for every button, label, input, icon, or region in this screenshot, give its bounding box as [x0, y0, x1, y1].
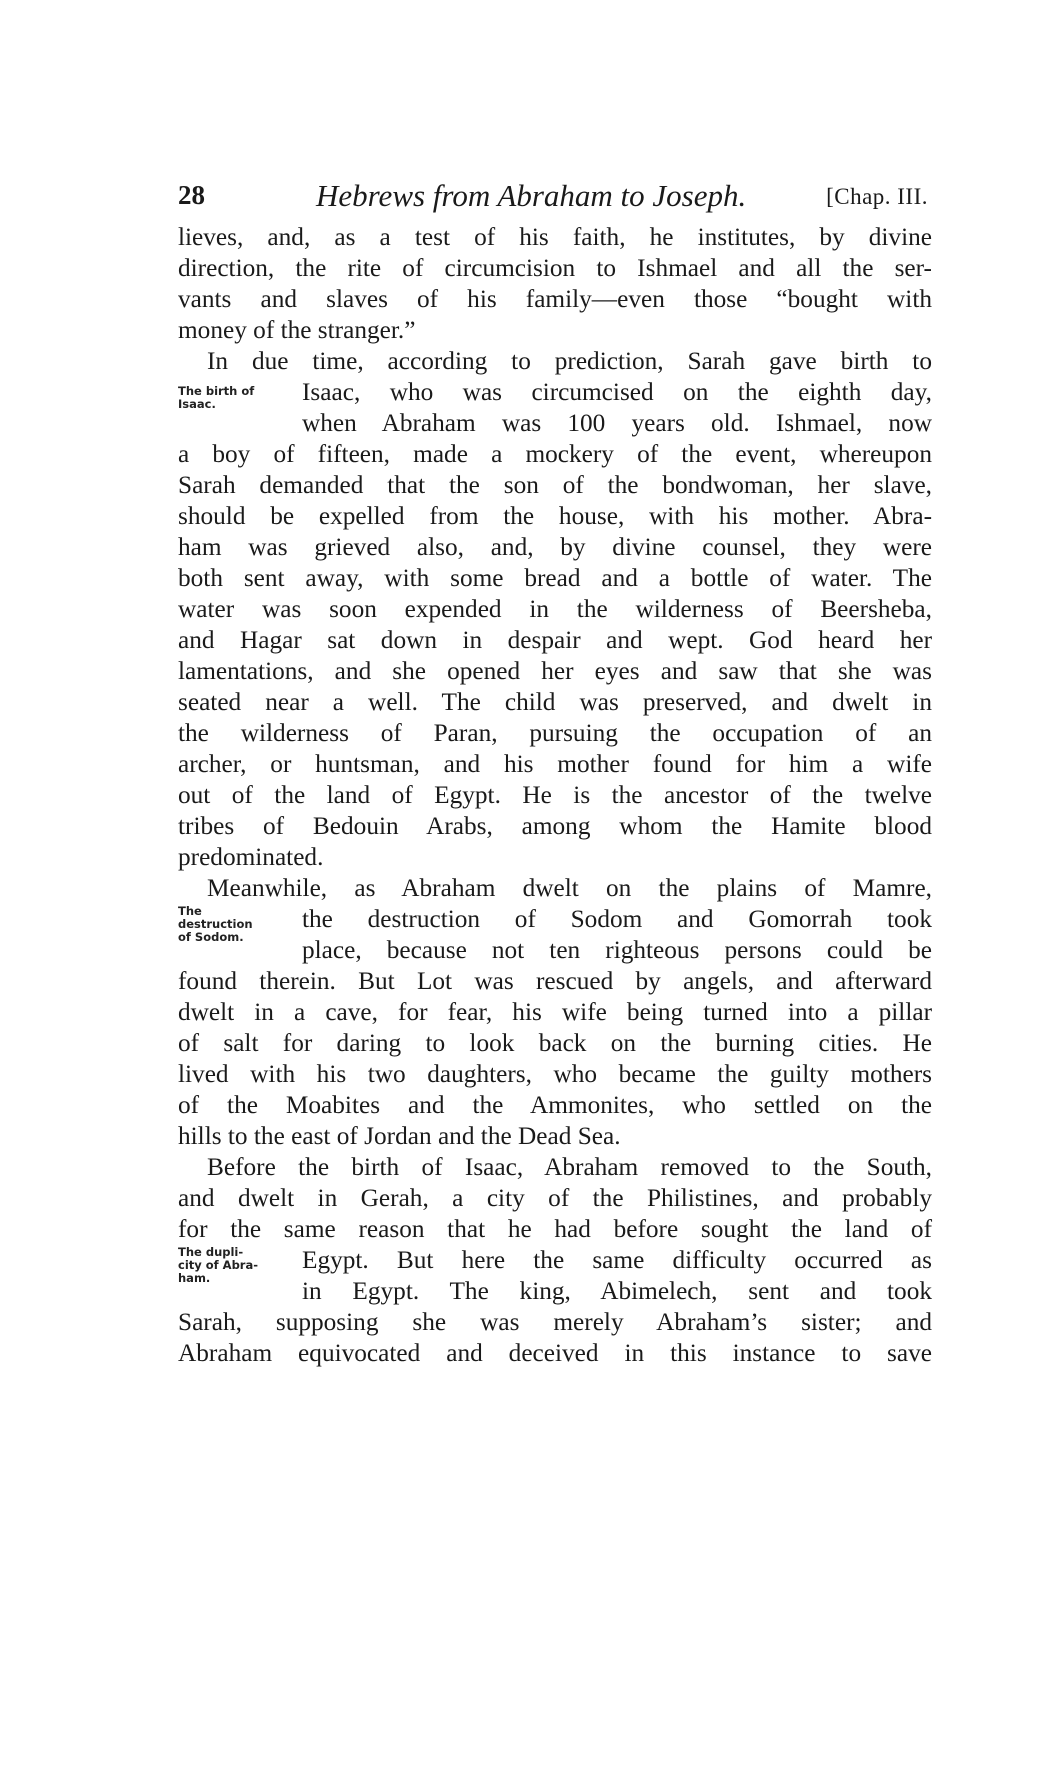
- margin-note-line: The birth of: [178, 384, 255, 398]
- text-line: Sarah, supposing she was merely Abraham’s sister; and: [178, 1308, 932, 1336]
- text-line: Isaac, who was circumcised on the eighth day,: [302, 378, 932, 406]
- text-line: water was soon expended in the wilderness of Beersheba,: [178, 595, 932, 623]
- text-line: predominated.: [178, 843, 324, 871]
- text-line: dwelt in a cave, for fear, his wife being turned into a pillar: [178, 998, 932, 1026]
- text-line: lamentations, and she opened her eyes and saw that she was: [178, 657, 932, 685]
- text-line: place, because not ten righteous persons could be: [302, 936, 932, 964]
- paragraph-start-line: In due time, according to prediction, Sarah gave birth to: [207, 347, 932, 375]
- text-line: Sarah demanded that the son of the bondwoman, her slave,: [178, 471, 932, 499]
- margin-note-duplicity-of-abraham: [178, 1246, 258, 1285]
- text-line: hills to the east of Jordan and the Dead Sea.: [178, 1122, 621, 1150]
- text-line: seated near a well. The child was preserved, and dwelt in: [178, 688, 932, 716]
- text-line: archer, or huntsman, and his mother found for him a wife: [178, 750, 932, 778]
- margin-note-line: city of Abra-: [178, 1258, 259, 1272]
- chapter-label: [Chap. III.: [826, 184, 928, 209]
- text-line: for the same reason that he had before sought the land of: [178, 1215, 932, 1243]
- text-line: lieves, and, as a test of his faith, he institutes, by divine: [178, 223, 932, 251]
- margin-note-birth-of-isaac: [178, 385, 254, 411]
- text-line: and dwelt in Gerah, a city of the Philistines, and probably: [178, 1184, 932, 1212]
- margin-note-line: ham.: [178, 1271, 211, 1285]
- text-line: of salt for daring to look back on the burning cities. He: [178, 1029, 932, 1057]
- text-line: money of the stranger.”: [178, 316, 416, 344]
- page-number: 28: [178, 180, 205, 210]
- text-line: out of the land of Egypt. He is the ancestor of the twelve: [178, 781, 932, 809]
- margin-note-line: of Sodom.: [178, 930, 244, 944]
- text-line: the destruction of Sodom and Gomorrah took: [302, 905, 932, 933]
- running-title: Hebrews from Abraham to Joseph.: [316, 178, 747, 213]
- text-line: Abraham equivocated and deceived in this instance to save: [178, 1339, 932, 1367]
- text-line: lived with his two daughters, who became the guilty mothers: [178, 1060, 932, 1088]
- margin-note-line: destruction: [178, 917, 253, 931]
- text-line: in Egypt. The king, Abimelech, sent and took: [302, 1277, 932, 1305]
- paragraph-start-line: Before the birth of Isaac, Abraham removed to the South,: [207, 1153, 932, 1181]
- text-line: found therein. But Lot was rescued by angels, and afterward: [178, 967, 932, 995]
- text-line: when Abraham was 100 years old. Ishmael, now: [302, 409, 932, 437]
- page-header: [178, 176, 928, 220]
- text-line: both sent away, with some bread and a bottle of water. The: [178, 564, 932, 592]
- text-line: vants and slaves of his family—even those “bought with: [178, 285, 932, 313]
- text-line: ham was grieved also, and, by divine counsel, they were: [178, 533, 932, 561]
- margin-note-line: The: [178, 904, 202, 918]
- text-line: and Hagar sat down in despair and wept. God heard her: [178, 626, 932, 654]
- text-line: the wilderness of Paran, pursuing the occupation of an: [178, 719, 932, 747]
- text-line: should be expelled from the house, with his mother. Abra-: [178, 502, 932, 530]
- margin-note-destruction-of-sodom: [178, 905, 253, 944]
- margin-note-line: Isaac.: [178, 397, 216, 411]
- text-line: of the Moabites and the Ammonites, who settled on the: [178, 1091, 932, 1119]
- text-line: direction, the rite of circumcision to Ishmael and all the ser-: [178, 254, 932, 282]
- text-line: Egypt. But here the same difficulty occurred as: [302, 1246, 932, 1274]
- margin-note-line: The dupli-: [178, 1245, 244, 1259]
- text-line: tribes of Bedouin Arabs, among whom the Hamite blood: [178, 812, 932, 840]
- text-line: a boy of fifteen, made a mockery of the event, whereupon: [178, 440, 932, 468]
- paragraph-start-line: Meanwhile, as Abraham dwelt on the plains of Mamre,: [207, 874, 932, 902]
